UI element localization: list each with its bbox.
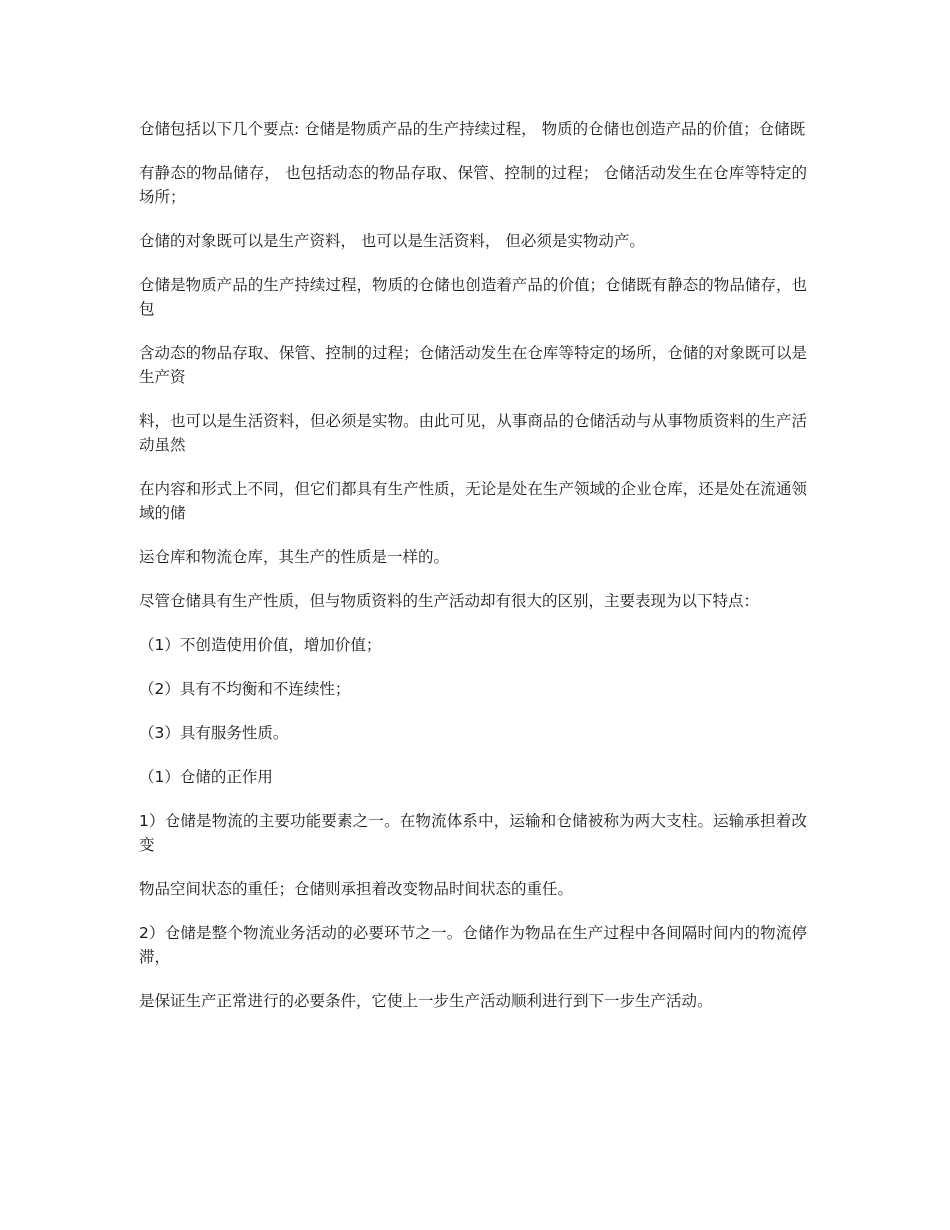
- paragraph: 尽管仓储具有生产性质，但与物质资料的生产活动却有很大的区别，主要表现为以下特点：: [139, 592, 760, 610]
- paragraph: 有静态的物品储存， 也包括动态的物品存取、保管、控制的过程； 仓储活动发生在仓库等特定的场所；: [139, 164, 807, 206]
- list-item: （1）不创造使用价值，增加价值；: [139, 636, 382, 654]
- paragraph: 是保证生产正常进行的必要条件，它使上一步生产活动顺利进行到下一步生产活动。: [139, 992, 713, 1010]
- paragraph: 仓储的对象既可以是生产资料， 也可以是生活资料， 但必须是实物动产。: [139, 232, 645, 250]
- paragraph: 运仓库和物流仓库，其生产的性质是一样的。: [139, 548, 450, 566]
- paragraph: 料，也可以是生活资料，但必须是实物。由此可见，从事商品的仓储活动与从事物质资料的生产活动虽然: [139, 412, 807, 454]
- paragraph: 1）仓储是物流的主要功能要素之一。在物流体系中，运输和仓储被称为两大支柱。运输承担着改变: [139, 812, 807, 854]
- paragraph: 在内容和形式上不同，但它们都具有生产性质，无论是处在生产领域的企业仓库，还是处在流通领域的储: [139, 480, 807, 522]
- paragraph: 2）仓储是整个物流业务活动的必要环节之一。仓储作为物品在生产过程中各间隔时间内的物流停滞，: [139, 924, 807, 966]
- paragraph: 仓储是物质产品的生产持续过程，物质的仓储也创造着产品的价值；仓储既有静态的物品储存，也包: [139, 276, 807, 318]
- paragraph: 物品空间状态的重任；仓储则承担着改变物品时间状态的重任。: [139, 880, 574, 898]
- section-heading: （1）仓储的正作用: [139, 768, 273, 786]
- list-item: （2）具有不均衡和不连续性；: [139, 680, 351, 698]
- paragraph: 仓储包括以下几个要点: 仓储是物质产品的生产持续过程， 物质的仓储也创造产品的价值；仓储既: [139, 120, 806, 138]
- document-body: [139, 117, 807, 1033]
- list-item: （3）具有服务性质。: [139, 724, 289, 742]
- paragraph: 含动态的物品存取、保管、控制的过程；仓储活动发生在仓库等特定的场所，仓储的对象既可以是生产资: [139, 344, 807, 386]
